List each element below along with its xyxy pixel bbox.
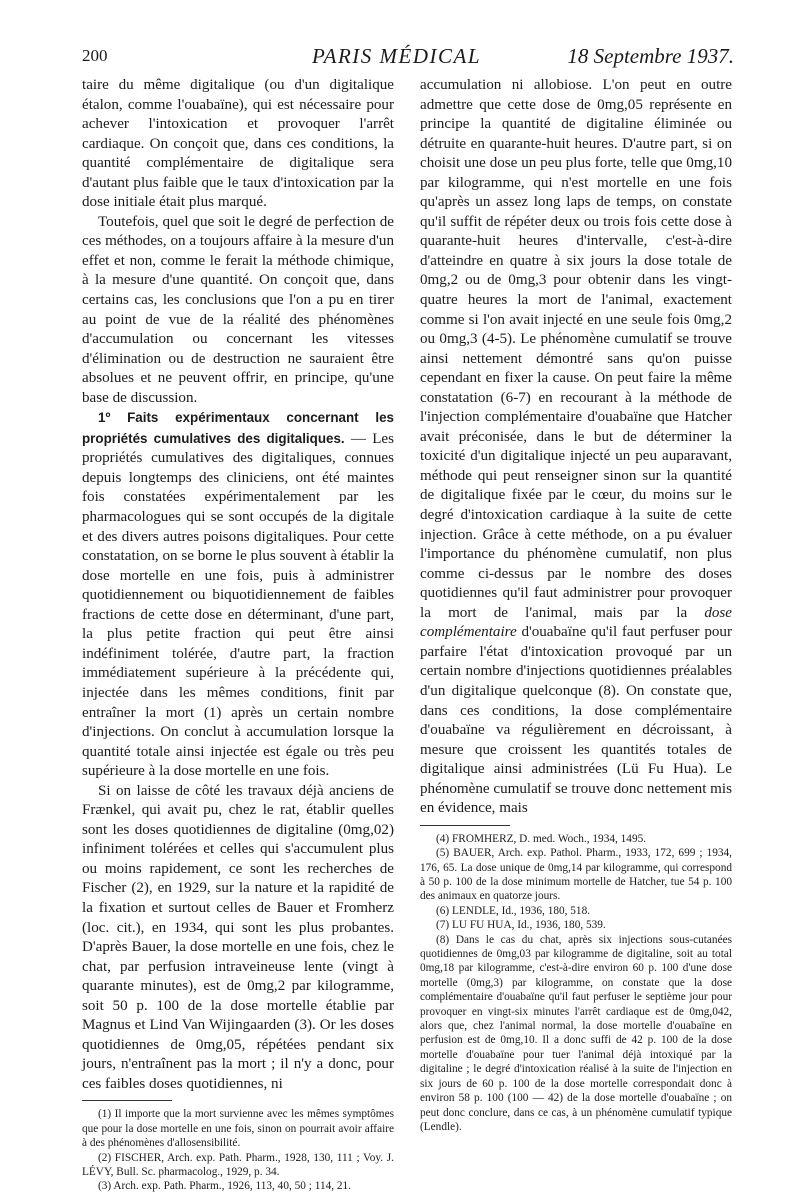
page-number: 200 [82,46,108,65]
paragraph: Si on laisse de côté les travaux déjà anciens de Frænkel, qui avait pu, chez le rat, établir quelles sont les doses quotidiennes de digitaline (0mg,02) infiniment tolérées et celles qui s'accumulent plus ou moins rapidement, ce sont les recherches de Fischer (2), en 1929, sur la nature et la rapidité de la fixation et surtout celles de Bauer et Fromherz (loc. cit.), en 1934, qui sont les plus probantes. D'après Bauer, la dose mortelle en une fois, chez le chat, par perfusion intraveineuse lente (vingt à quarante minutes), est de 0mg,2 par kilogramme, soit 50 p. 100 de la dose mortelle établie par Magnus et Lind Van Wijingaarden (3). Or les doses quotidiennes de 0mg,05, répétées pendant six jours, n'entraînent pas la mort ; il n'y a donc, pour ces faibles doses quotidiennes, ni [82,782,394,1092]
paragraph-text-tail: d'ouabaïne qu'il faut perfuser pour parfaire l'état d'intoxication provoqué par un certain nombre d'injections quotidiennes préalables d'un digitalique quelconque (8). On constate que, dans ces conditions, la dose complémentaire d'ouabaïne va régulièrement en décroissant, à mesure que croissent les quantités totales de digitalique ainsi administrées (Lü Fu Hua). Le phénomène cumulatif se trouve donc nettement mis en évidence, mais [420,624,732,817]
footnotes-right [420,832,732,1135]
paragraph [420,76,732,819]
journal-title: PARIS MÉDICAL [312,44,482,68]
section-text: — Les propriétés cumulatives des digitaliques, connues depuis longtemps des cliniciens, ont été maintes fois constatées expérimentalement par les pharmacologues qui se sont occupés de la digitale et des divers autres poisons digitaliques. Pour cette constatation, on se borne le plus souvent à établir la dose mortelle en une fois, puis à administrer quotidiennement ou biquotidiennement de faibles fractions de cette dose en déterminant, d'une part, la plus petite fraction qui peut être ainsi indéfiniment tolérée, d'autre part, la fraction immédiatement supérieure à la précédente qui, injectée dans les mêmes conditions, finit par entraîner la mort (1) après un certain nombre d'injections. On conclut à accumulation lorsque la quantité totale ainsi injectée est égale ou très peu supérieure à la dose mortelle en une fois. [82,430,394,780]
footnote: (6) LENDLE, Id., 1936, 180, 518. [436,904,591,917]
paragraph: Toutefois, quel que soit le degré de perfection de ces méthodes, on a toujours affaire à la mesure d'un effet et non, comme le ferait la méthode chimique, à la mesure d'une quantité. On conçoit que, dans certains cas, les conclusions que l'on a pu en tirer au point de vue de la réalité des phénomènes d'accumulation ou concernant les vitesses d'élimination ou de destruction ne sauraient être absolues et ne peuvent offrir, en principe, qu'une base de discussion. [82,213,394,406]
issue-date: 18 Septembre 1937. [567,44,734,68]
footnote: (1) Il importe que la mort survienne avec les mêmes symptômes que pour la dose mortelle en une fois, sinon on pourrait avoir affaire à des phénomènes d'allosensibilité. [82,1108,394,1150]
left-column [82,76,394,1194]
footnote: (7) LU FU HUA, Id., 1936, 180, 539. [436,919,606,932]
section-paragraph [82,408,394,781]
footnote-divider [420,825,510,826]
paragraph-text: accumulation ni allobiose. L'on peut en outre admettre que cette dose de 0mg,05 représente en principe la quantité de digitaline éliminée ou détruite en quarante-huit heures. D'autre part, si on choisit une dose un peu plus forte, telle que 0mg,10 par kilogramme, qui n'est mortelle en une fois qu'après un assez long laps de temps, on constate qu'il suffit de répéter deux ou trois fois cette dose à quarante-huit heures d'intervalle, c'est-à-dire d'atteindre en quatre à six jours la dose totale de 0mg,2 ou de 0mg,3 pour obtenir dans les vingt-quatre heures la mort de l'animal, exactement comme si l'on avait injecté en une seule fois 0mg,2 ou 0mg,3 (4-5). Le phénomène cumulatif se trouve ainsi nettement démontré sans qu'on puisse cependant en fixer la cause. On peut faire la même constatation (6-7) en recourant à la méthode de l'injection complémentaire d'ouabaïne que Hatcher avait préconisée, dans le but de déterminer la toxicité d'un digitalique injecté un peu auparavant, méthode qui peut renseigner sinon sur la quantité de digitalique fixée par le cœur, du moins sur le degré d'intoxication cardiaque à la suite de cette injection. Grâce à cette méthode, on a pu évaluer l'importance du phénomène cumulatif, non plus comme ci-dessus par le nombre des doses quotidiennes qu'il faut administrer pour provoquer la mort de l'animal, mais par la [420,77,732,621]
footnote: (5) BAUER, Arch. exp. Pathol. Pharm., 1933, 172, 699 ; 1934, 176, 65. La dose unique de 0mg,14 par kilogramme, qui correspond à 50 p. 100 de la dose minimum mortelle de Hatcher, tue 54 p. 100 des animaux en quatorze jours. [420,847,732,903]
footnote: (8) Dans le cas du chat, après six injections sous-cutanées quotidiennes de 0mg,03 par kilogramme de digitaline, soit au total 0mg,18 par kilogramme, c'est-à-dire environ 60 p. 100 d'une dose mortelle (0mg,3) par kilogramme, on constate que la dose complémentaire d'ouabaïne qu'il faut perfuser le septième jour pour provoquer en vingt-six minutes l'arrêt cardiaque est de 0mg,042, alors que, chez l'animal normal, la dose mortelle d'ouabaïne en perfusion est de 0mg,10. Il a donc suffi de 42 p. 100 de la dose mortelle d'ouabaïne pour tuer l'animal déjà intoxiqué par la digitaline ; le degré d'intoxication réalisé à la suite de l'injection en six jours de 60 p. 100 de la dose mortelle correspondait donc à environ 58 p. 100 (100 — 42) de la dose mortelle d'ouabaïne ; on peut donc conclure, dans ce cas, à un phénomène cumulatif typique (Lendle). [420,933,732,1133]
footnote-divider [82,1100,172,1101]
right-column [420,76,732,1134]
paragraph: taire du même digitalique (ou d'un digitalique étalon, comme l'ouabaïne), qui est nécessaire pour achever l'intoxication et provoquer l'arrêt cardiaque. On conçoit que, dans ces conditions, la quantité complémentaire de digitalique sera d'autant plus faible que le taux d'intoxication par la dose initiale était plus marqué. [82,77,394,211]
page-header [82,40,734,72]
emphasis-text: dose complémentaire [420,604,732,641]
footnote: (3) Arch. exp. Path. Pharm., 1926, 113, 40, 50 ; 114, 21. [98,1180,352,1193]
footnotes-left [82,1107,394,1193]
footnote: (4) FROMHERZ, D. med. Woch., 1934, 1495. [436,832,647,845]
footnote: (2) FISCHER, Arch. exp. Path. Pharm., 1928, 130, 111 ; Voy. J. LÉVY, Bull. Sc. pharmacolog., 1929, p. 34. [82,1151,394,1179]
section-heading: 1º Faits expérimentaux concernant les propriétés cumulatives des digitaliques. [82,410,394,446]
